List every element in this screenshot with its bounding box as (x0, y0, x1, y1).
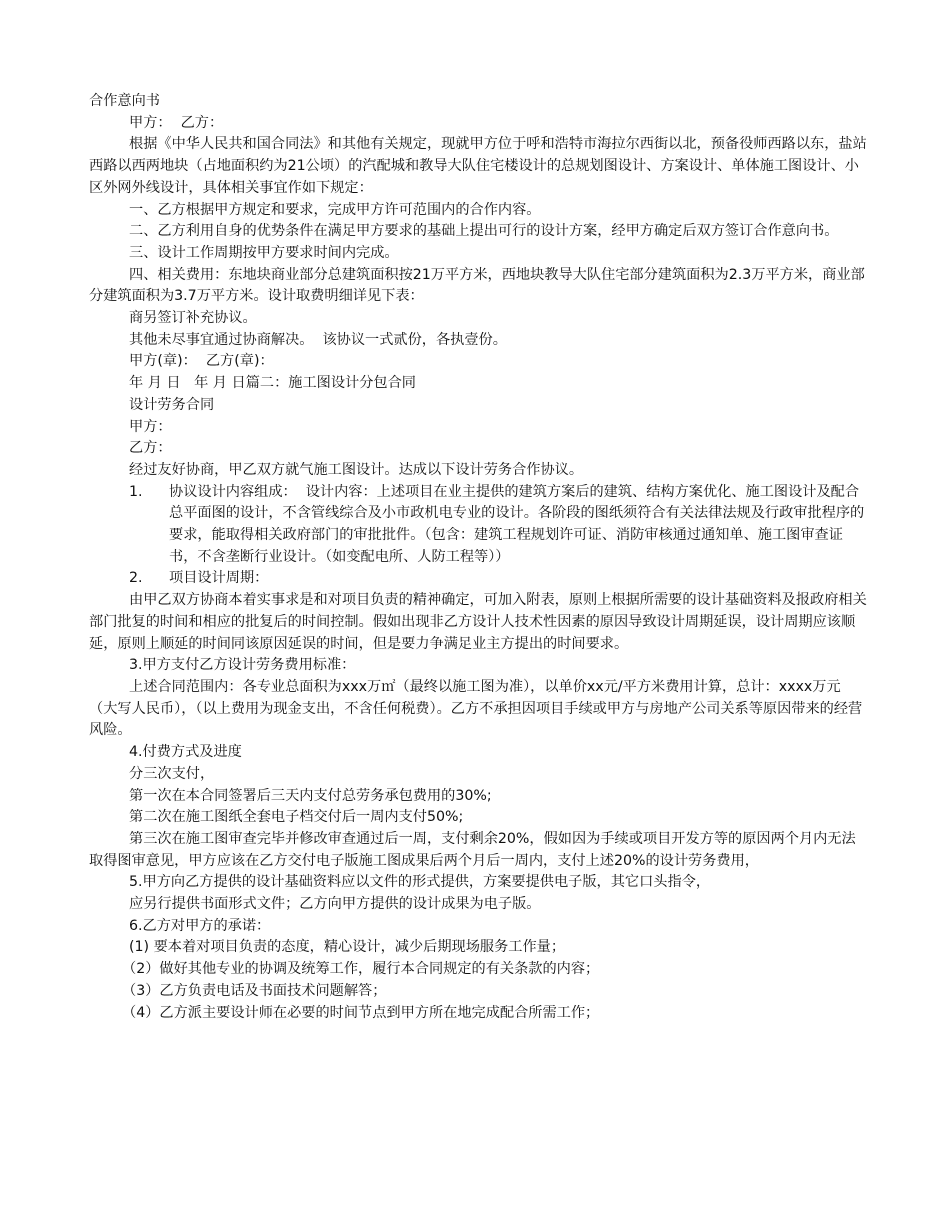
supplement-line: 商另签订补充协议。 (129, 310, 257, 327)
signature-line: 甲方(章)： 乙方(章)： (129, 353, 274, 370)
clause-2: 二、乙方利用自身的优势条件在满足甲方要求的基础上提出可行的设计方案，经甲方确定后双方签订合作意向书。 (129, 223, 839, 240)
agreement-line: 经过友好协商，甲乙双方就气施工图设计。达成以下设计劳务合作协议。 (129, 461, 584, 478)
item-1 (89, 482, 869, 569)
item-6-point-1: (1) 要本着对项目负责的态度，精心设计，减少后期现场服务工作量； (129, 939, 566, 956)
intro-paragraph: 根据《中华人民共和国合同法》和其他有关规定，现就甲方位于呼和浩特市海拉尔西街以北，预备役师西路以东，盐站西路以西两地块（占地面积约为21公顷）的汽配城和教导大队住宅楼设计的总规划图设计、方案设计、单体施工图设计、小区外网外线设计，具体相关事宜作如下规定： (89, 136, 867, 196)
item-2-number: 2. (129, 570, 143, 587)
item-6-point-2: （2）做好其他专业的协调及统筹工作，履行本合同规定的有关条款的内容； (122, 961, 600, 978)
party-a-line: 甲方： (129, 418, 172, 435)
clause-3: 三、设计工作周期按甲方要求时间内完成。 (129, 244, 399, 261)
item-5-heading: 5.甲方向乙方提供的设计基础资料应以文件的形式提供，方案要提供电子版，其它口头指令， (129, 874, 711, 891)
party-b-line: 乙方： (129, 440, 172, 457)
item-1-text: 协议设计内容组成： 设计内容：上述项目在业主提供的建筑方案后的建筑、结构方案优化、施工图设计及配合总平面图的设计，不含管线综合及小市政机电专业的设计。各阶段的图纸须符合有关法律法规及行政审批程序的要求，能取得相关政府部门的审批批件。（包含：建筑工程规划许可证、消防审核通过通知单、施工图审查证书，不含垄断行业设计。（如变配电所、人防工程等）） (169, 483, 865, 565)
clause-1: 一、乙方根据甲方规定和要求，完成甲方许可范围内的合作内容。 (129, 201, 541, 218)
item-2 (89, 568, 869, 590)
item-4-line-a: 分三次支付， (129, 765, 215, 782)
item-4-line-d: 第三次在施工图审查完毕并修改审查通过后一周，支付剩余20%，假如因为手续或项目开发方等的原因两个月内无法取得图审意见，甲方应该在乙方交付电子版施工图成果后两个月后一周内，支付上述20%的设计劳务费用， (89, 830, 856, 869)
item-4-line-c: 第二次在施工图纸全套电子档交付后一周内支付50%; (129, 809, 464, 826)
item-4-line-b: 第一次在本合同签署后三天内支付总劳务承包费用的30%; (129, 787, 492, 804)
item-6-heading: 6.乙方对甲方的承诺： (129, 917, 271, 934)
item-3-body: 上述合同范围内：各专业总面积为xxx万㎡（最终以施工图为准），以单价xx元/平方米费用计算，总计：xxxx万元（大写人民币），（以上费用为现金支出，不含任何税费）。乙方不承担因项目手续或甲方与房地产公司关系等原因带来的经营风险。 (89, 678, 863, 739)
item-5-line-b: 应另行提供书面形式文件；乙方向甲方提供的设计成果为电子版。 (129, 896, 541, 913)
item-2-body: 由甲乙双方协商本着实事求是和对项目负责的精神确定，可加入附表，原则上根据所需要的设计基础资料及报政府相关部门批复的时间和相应的批复后的时间控制。假如出现非乙方设计人技术性因素的原因导致设计周期延误，设计周期应该顺延，原则上顺延的时间同该原因延误的时间，但是要力争满足业主方提出的时间要求。 (89, 592, 867, 652)
date-line: 年 月 日 年 月 日篇二：施工图设计分包合同 (129, 375, 416, 392)
item-6-point-4: （4）乙方派主要设计师在必要的时间节点到甲方所在地完成配合所需工作； (122, 1004, 600, 1021)
clause-4: 四、相关费用：东地块商业部分总建筑面积按21万平方米，西地块教导大队住宅部分建筑面积为2.3万平方米，商业部分建筑面积为3.7万平方米。设计取费明细详见下表： (89, 266, 865, 305)
contract-title: 设计劳务合同 (129, 396, 215, 413)
item-3-heading: 3.甲方支付乙方设计劳务费用标准： (129, 657, 356, 674)
item-2-text: 项目设计周期： (169, 570, 269, 587)
item-1-number: 1. (129, 483, 143, 500)
item-4-heading: 4.付费方式及进度 (129, 744, 242, 761)
other-matters-line: 其他未尽事宜通过协商解决。 该协议一式贰份，各执壹份。 (129, 331, 507, 348)
item-6-point-3: （3）乙方负责电话及书面技术问题解答； (122, 982, 387, 999)
parties-line: 甲方： 乙方： (129, 114, 224, 131)
document-body (89, 91, 869, 1024)
document-title: 合作意向书 (89, 93, 160, 109)
